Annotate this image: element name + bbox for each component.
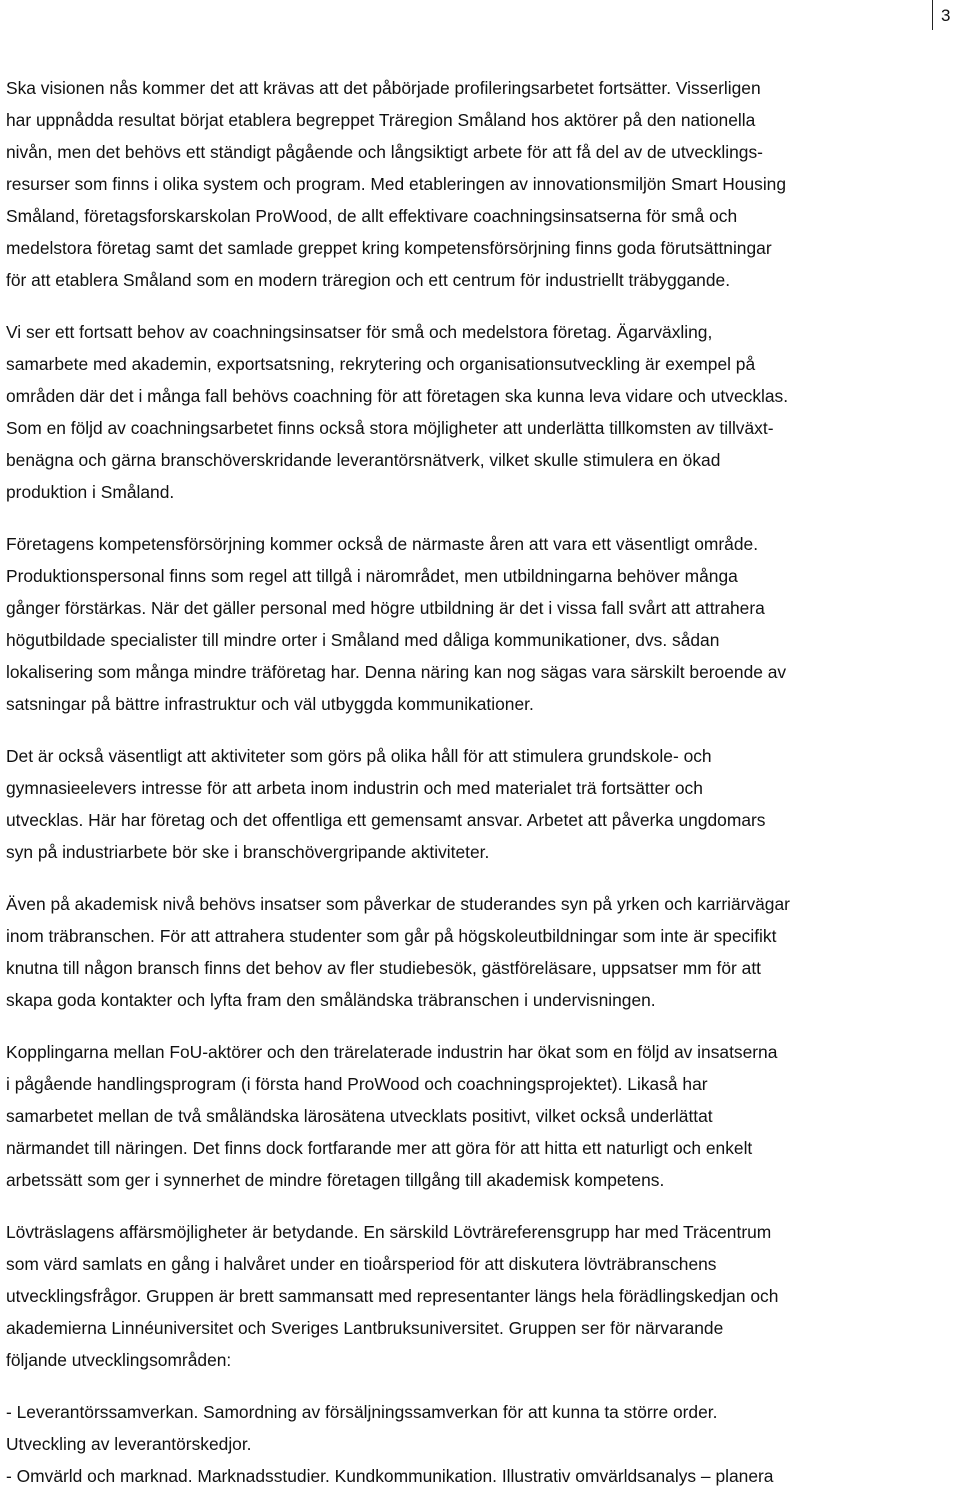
text-line: Småland, företagsforskarskolan ProWood, de allt effektivare coachningsinsatserna för små och [6,206,738,226]
text-line: resurser som finns i olika system och program. Med etableringen av innovationsmiljön Smart Housing [6,174,787,194]
text-line: Ska visionen nås kommer det att krävas att det påbörjade profileringsarbetet fortsätter. Visserligen [6,78,761,98]
document-body [6,72,936,1492]
paragraph-competence [6,528,936,720]
text-line: benägna och gärna branschöverskridande leverantörsnätverk, vilket skulle stimulera en ökad [6,450,721,470]
text-line: syn på industriarbete bör ske i branschövergripande aktiviteter. [6,842,490,862]
text-line: som värd samlats en gång i halvåret under en tioårsperiod för att diskutera lövträbranschens [6,1254,717,1274]
text-line: Kopplingarna mellan FoU-aktörer och den trärelaterade industrin har ökat som en följd av insatserna [6,1042,778,1062]
text-line: gånger förstärkas. När det gäller personal med högre utbildning är det i vissa fall svårt att attrahera [6,598,765,618]
text-line: Som en följd av coachningsarbetet finns också stora möjligheter att underlätta tillkomsten av tillväxt- [6,418,774,438]
paragraph-hardwood [6,1216,936,1376]
text-line: lokalisering som många mindre träföretag har. Denna näring kan nog sägas vara särskilt beroende av [6,662,787,682]
text-line: gymnasieelevers intresse för att arbeta inom industrin och med materialet trä fortsätter och [6,778,703,798]
paragraph-youth-interest [6,740,936,868]
text-line: i pågående handlingsprogram (i första hand ProWood och coachningsprojektet). Likaså har [6,1074,708,1094]
text-line: inom träbranschen. För att attrahera studenter som går på högskoleutbildningar som inte är specifikt [6,926,777,946]
paragraph-gap [6,1016,936,1036]
paragraph-coaching [6,316,936,508]
text-line: Vi ser ett fortsatt behov av coachningsinsatser för små och medelstora företag. Ägarväxling, [6,322,713,342]
paragraph-gap [6,1376,936,1396]
text-line: för att etablera Småland som en modern träregion och ett centrum för industriellt träbyggande. [6,270,731,290]
text-line: samarbete med akademin, exportsatsning, rekrytering och organisationsutveckling är exempel på [6,354,756,374]
text-line: Det är också väsentligt att aktiviteter som görs på olika håll för att stimulera grundskole- och [6,746,712,766]
text-line: utvecklas. Här har företag och det offentliga ett gemensamt ansvar. Arbetet att påverka ungdomars [6,810,766,830]
paragraph-research-links [6,1036,936,1196]
text-line: Företagens kompetensförsörjning kommer också de närmaste åren att vara ett väsentligt område. [6,534,759,554]
text-line: satsningar på bättre infrastruktur och väl utbyggda kommunikationer. [6,694,534,714]
text-line: utvecklingsfrågor. Gruppen är brett sammansatt med representanter längs hela förädlingskedjan och [6,1286,779,1306]
text-line: har uppnådda resultat börjat etablera begreppet Träregion Småland hos aktörer på den nationella [6,110,756,130]
text-line: Lövträslagens affärsmöjligheter är betydande. En särskild Lövträreferensgrupp har med Träcentrum [6,1222,772,1242]
text-line: nivån, men det behövs ett ständigt pågående och långsiktigt arbete för att få del av de utvecklings- [6,142,763,162]
text-line: områden där det i många fall behövs coachning för att företagen ska kunna leva vidare och utvecklas. [6,386,789,406]
paragraph-gap [6,1196,936,1216]
list-item-continuation: Utveckling av leverantörskedjor. [6,1434,252,1454]
paragraph-academic [6,888,936,1016]
text-line: knutna till någon bransch finns det behov av fler studiebesök, gästföreläsare, uppsatser mm för att [6,958,761,978]
text-line: Även på akademisk nivå behövs insatser som påverkar de studerandes syn på yrken och karriärvägar [6,894,790,914]
text-line: högutbildade specialister till mindre orter i Småland med dåliga kommunikationer, dvs. sådan [6,630,720,650]
paragraph-gap [6,508,936,528]
text-line: närmandet till näringen. Det finns dock fortfarande mer att göra för att hitta ett naturligt och enkelt [6,1138,753,1158]
paragraph-vision [6,72,936,296]
text-line: medelstora företag samt det samlade greppet kring kompetensförsörjning finns goda förutsättningar [6,238,772,258]
paragraph-gap [6,296,936,316]
paragraph-development-areas [6,1396,936,1492]
list-item: - Leverantörssamverkan. Samordning av försäljningssamverkan för att kunna ta större order. [6,1402,718,1422]
text-line: akademierna Linnéuniversitet och Sveriges Lantbruksuniversitet. Gruppen ser för närvarande [6,1318,724,1338]
text-line: produktion i Småland. [6,482,175,502]
page-number: 3 [941,6,951,25]
paragraph-gap [6,868,936,888]
text-line: Produktionspersonal finns som regel att tillgå i närområdet, men utbildningarna behöver många [6,566,738,586]
text-line: arbetssätt som ger i synnerhet de mindre företagen tillgång till akademisk kompetens. [6,1170,665,1190]
text-line: skapa goda kontakter och lyfta fram den småländska träbranschen i undervisningen. [6,990,656,1010]
text-line: följande utvecklingsområden: [6,1350,232,1370]
paragraph-gap [6,720,936,740]
text-line: samarbetet mellan de två småländska lärosätena utvecklats positivt, vilket också underlättat [6,1106,713,1126]
page-number-divider [932,0,933,30]
list-item: - Omvärld och marknad. Marknadsstudier. Kundkommunikation. Illustrativ omvärldsanalys – planera [6,1466,774,1486]
